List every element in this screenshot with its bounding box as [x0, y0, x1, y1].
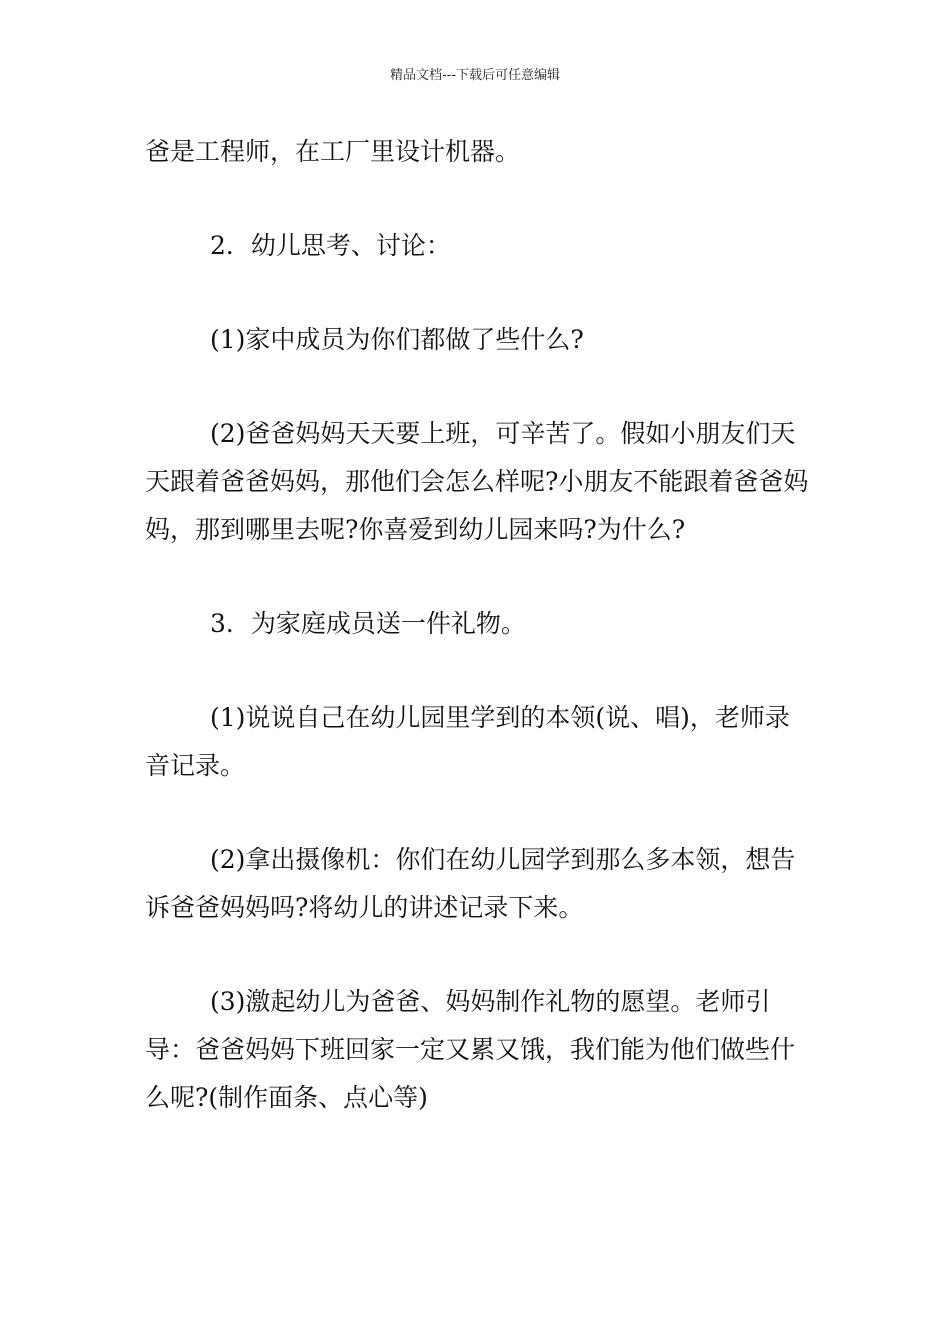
paragraph-item-2-1: (1)家中成员为你们都做了些什么?	[210, 325, 584, 354]
page-header: 精品文档---下载后可任意编辑	[389, 68, 561, 83]
section-heading-2: 2．幼儿思考、讨论：	[210, 231, 451, 260]
document-body	[145, 128, 810, 1122]
paragraph-continuation: 爸是工程师，在工厂里设计机器。	[145, 137, 521, 166]
paragraph-item-2-2: (2)爸爸妈妈天天要上班，可辛苦了。假如小朋友们天天跟着爸爸妈妈，那他们会怎么样呢?小朋友不能跟着爸爸妈妈，那到哪里去呢?你喜爱到幼儿园来吗?为什么?	[145, 419, 809, 544]
paragraph-item-3-3: (3)激起幼儿为爸爸、妈妈制作礼物的愿望。老师引导：爸爸妈妈下班回家一定又累又饿，我们能为他们做些什么呢?(制作面条、点心等)	[145, 987, 796, 1112]
paragraph-item-3-2: (2)拿出摄像机：你们在幼儿园学到那么多本领，想告诉爸爸妈妈吗?将幼儿的讲述记录下来。	[145, 845, 796, 922]
section-heading-3: 3．为家庭成员送一件礼物。	[210, 609, 526, 638]
paragraph-item-3-1: (1)说说自己在幼儿园里学到的本领(说、唱)，老师录音记录。	[145, 703, 790, 780]
